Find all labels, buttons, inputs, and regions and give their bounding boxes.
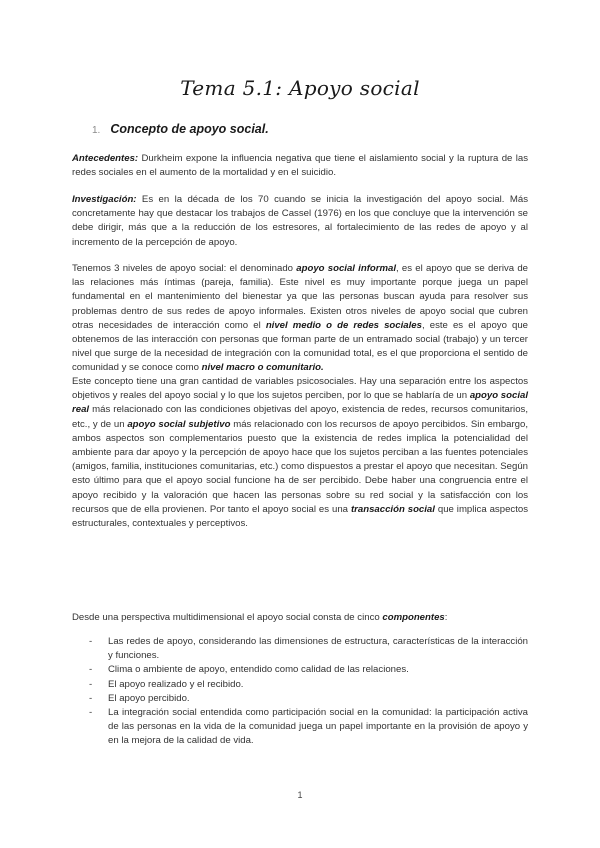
paragraph-label: Antecedentes: [72,153,139,164]
list-item: - Clima o ambiente de apoyo, entendido como calidad de las relaciones. [72,663,528,677]
section-title: Concepto de apoyo social. [110,122,269,136]
list-item: - El apoyo percibido. [72,692,528,706]
emphasis-term: apoyo social subjetivo [127,418,231,430]
emphasis-term: nivel macro o comunitario. [201,362,324,374]
list-item: - El apoyo realizado y el recibido. [72,678,528,692]
list-bullet: - [89,664,93,676]
paragraph-label: Investigación: [72,194,137,205]
list-bullet: - [89,692,93,704]
paragraph-text: Desde una perspectiva multidimensional el apoyo social consta de cinco [72,612,383,623]
paragraph-componentes [72,611,528,625]
emphasis-term: apoyo social real [72,390,528,416]
list-bullet: - [89,678,93,690]
paragraph-text: que implica aspectos estructurales, contextuales y perceptivos. [72,503,528,530]
paragraph-text: más relacionado con los recursos de apoyo percibidos. Sin embargo, ambos aspectos son complementarios puesto que la existencia de redes implica la potencialidad del ambiente para dar apoyo y la percepción de apoyo hace que los sujetos perciban a las fuentes potenciales (amigos, familia, instituciones comunitarias, etc.) como dispuestos a prestar el apoyo que necesitan. Según esto último para que el apoyo social funcione ha de ser percibido. Debe haber una congruencia entre el apoyo recibido y la valoración que hacen las personas sobre su red social y la satisfacción con los recursos que de ella provienen. Por tanto el apoyo social es una [72,418,528,515]
list-bullet: - [89,707,93,719]
paragraph-text: , este es el apoyo que obtenemos de las interacción con personas que forman parte de un entramado social (trabajo) y un tercer nivel que surge de la necesidad de integración con la comunidad total, es el que proporciona el sentido de comunidad y se conoce como [72,319,529,374]
emphasis-term: transacción social [350,503,435,515]
emphasis-term: componentes [382,612,445,623]
paragraph-text: más relacionado con las condiciones objetivas del apoyo, existencia de redes, recursos comunitarios, etc., y de un [72,404,528,430]
paragraph-text: : [444,612,448,623]
paragraph-text: Durkheim expone la influencia negativa que tiene el aislamiento social y la ruptura de las redes sociales en el aumento de la mortalidad y en el suicidio. [72,153,528,179]
page-title: Tema 5.1: Apoyo social [180,76,420,100]
list-bullet: - [89,636,93,647]
paragraph-text: , es el apoyo que se deriva de las relaciones más íntimas (pareja, familia). Este nivel es muy importante porque juega un papel fundamental en el mantenimiento del bienestar ya que las personas buscan ayuda para resolver sus problemas dentro de sus redes de apoyo informales. Existen otros niveles de apoyo social que cubren otras necesidades de interacción como el [72,263,528,331]
paragraph-variables [72,375,528,531]
list-item: - Las redes de apoyo, considerando las dimensiones de estructura, características de la interacción y funciones. [89,636,528,662]
emphasis-term: nivel medio o de redes sociales [265,319,422,331]
paragraph-text: Es en la década de los 70 cuando se inicia la investigación del apoyo social. Más concretamente hay que destacar los trabajos de Cassel (1976) en los que concluye que la intervención se debe dirigir, más que a la reducción de los estresores, al fortalecimiento de las redes de apoyo y al incremento de la percepción de apoyo. [72,194,528,248]
paragraph-text: Este concepto tiene una gran cantidad de variables psicosociales. Hay una separación entre los aspectos objetivos y reales del apoyo social y lo que los sujetos perciben, por lo que se hablaría de un [72,376,528,402]
paragraph-antecedentes [72,152,528,180]
paragraph-text: Tenemos 3 niveles de apoyo social: el denominado [72,263,297,274]
paragraph-niveles [72,262,528,376]
section-heading [92,122,269,136]
components-list [72,635,528,749]
paragraph-investigacion [72,193,528,250]
page-number: 1 [297,790,303,800]
section-number: 1. [92,125,101,136]
list-item: - La integración social entendida como participación social en la comunidad: la participación activa de las personas en la vida de la comunidad juega un papel importante en la provisión de apoyo y en la mejora de la calidad de vida. [89,707,528,747]
emphasis-term: apoyo social informal [296,263,397,274]
